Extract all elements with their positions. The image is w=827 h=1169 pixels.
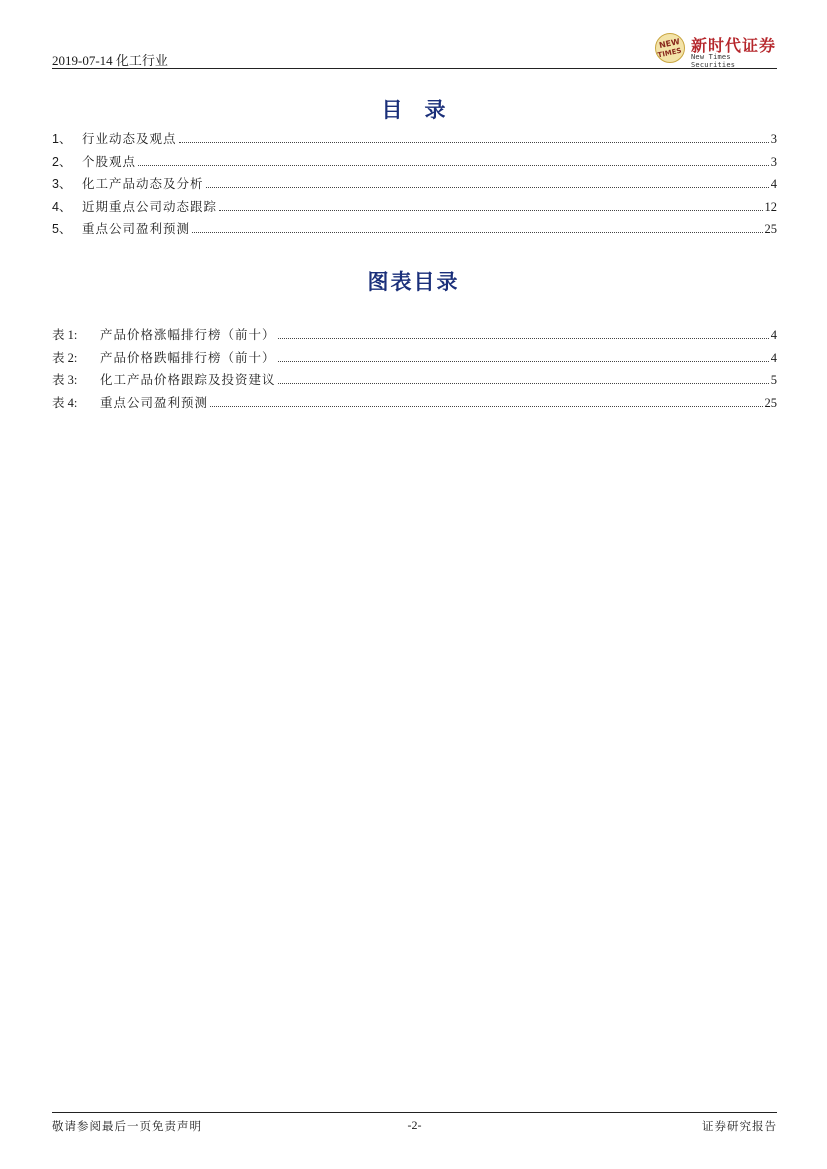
toc-item-title: 重点公司盈利预测 (82, 221, 191, 236)
dot-leader (138, 165, 769, 166)
toc-item[interactable] (52, 219, 777, 242)
logo-english-name: New Times Securities (691, 53, 736, 69)
dot-leader (206, 187, 769, 188)
toc-item-number: 5、 (52, 222, 72, 236)
header-date-line: 2019-07-14 化工行业 (52, 53, 168, 68)
badge-text-bottom: TIMES (656, 46, 683, 60)
figure-toc-item-number: 表 3: (52, 373, 78, 387)
toc-item-title: 个股观点 (82, 153, 137, 169)
page-header (52, 30, 777, 70)
toc-item-number: 2、 (52, 154, 72, 169)
toc-item-page: 25 (764, 222, 777, 236)
figure-toc-item-title: 产品价格跌幅排行榜（前十） (100, 349, 276, 365)
toc-item-title: 化工产品动态及分析 (82, 176, 204, 191)
toc-item-page: 3 (770, 154, 777, 169)
figure-toc-item-title: 化工产品价格跟踪及投资建议 (100, 372, 276, 387)
figure-toc-item-number: 表 1: (52, 328, 78, 342)
toc-item-title: 行业动态及观点 (82, 131, 177, 146)
toc-item-number: 4、 (52, 199, 72, 214)
company-logo (653, 30, 777, 69)
new-times-badge-icon (653, 32, 687, 64)
figure-toc-item-page: 4 (770, 350, 777, 365)
dot-leader (192, 232, 762, 233)
toc-item-number: 1、 (52, 132, 72, 146)
dot-leader (278, 361, 769, 362)
dot-leader (278, 338, 769, 339)
page-footer (52, 1112, 777, 1152)
figure-toc-item-number: 表 4: (52, 395, 78, 410)
toc-item[interactable] (52, 129, 777, 152)
figure-toc-list (52, 325, 777, 415)
toc-list (52, 129, 777, 242)
toc-item-page: 4 (770, 177, 777, 191)
figure-toc-item-page: 25 (764, 395, 777, 410)
report-type-label: 证券研究报告 (702, 1119, 777, 1133)
toc-item[interactable] (52, 174, 777, 197)
logo-chinese-name: 新时代证券 (691, 36, 777, 55)
page-number: -2- (407, 1118, 422, 1132)
figure-toc-item[interactable] (52, 393, 777, 416)
footer-divider (52, 1112, 777, 1113)
disclaimer-note: 敬请参阅最后一页免责声明 (52, 1119, 202, 1133)
dot-leader (210, 406, 762, 407)
toc-item[interactable] (52, 197, 777, 220)
figure-toc-item-title: 产品价格涨幅排行榜（前十） (100, 327, 276, 342)
toc-item-number: 3、 (52, 177, 72, 191)
figure-toc-item-title: 重点公司盈利预测 (100, 394, 209, 410)
toc-item-title: 近期重点公司动态跟踪 (82, 198, 218, 214)
figure-toc-item-page: 4 (770, 328, 777, 342)
figure-toc-item[interactable] (52, 370, 777, 393)
dot-leader (179, 142, 769, 143)
figure-toc-item-page: 5 (770, 373, 777, 387)
toc-title: 目录 (381, 98, 468, 122)
dot-leader (278, 383, 769, 384)
figure-toc-item[interactable] (52, 348, 777, 371)
header-divider (52, 68, 777, 69)
toc-item-page: 3 (770, 132, 777, 146)
toc-item[interactable] (52, 152, 777, 175)
figure-toc-item[interactable] (52, 325, 777, 348)
figure-toc-title: 图表目录 (367, 270, 460, 294)
toc-item-page: 12 (764, 199, 777, 214)
figure-toc-item-number: 表 2: (52, 350, 78, 365)
dot-leader (219, 210, 762, 211)
badge-text-top: NEW (658, 36, 681, 51)
